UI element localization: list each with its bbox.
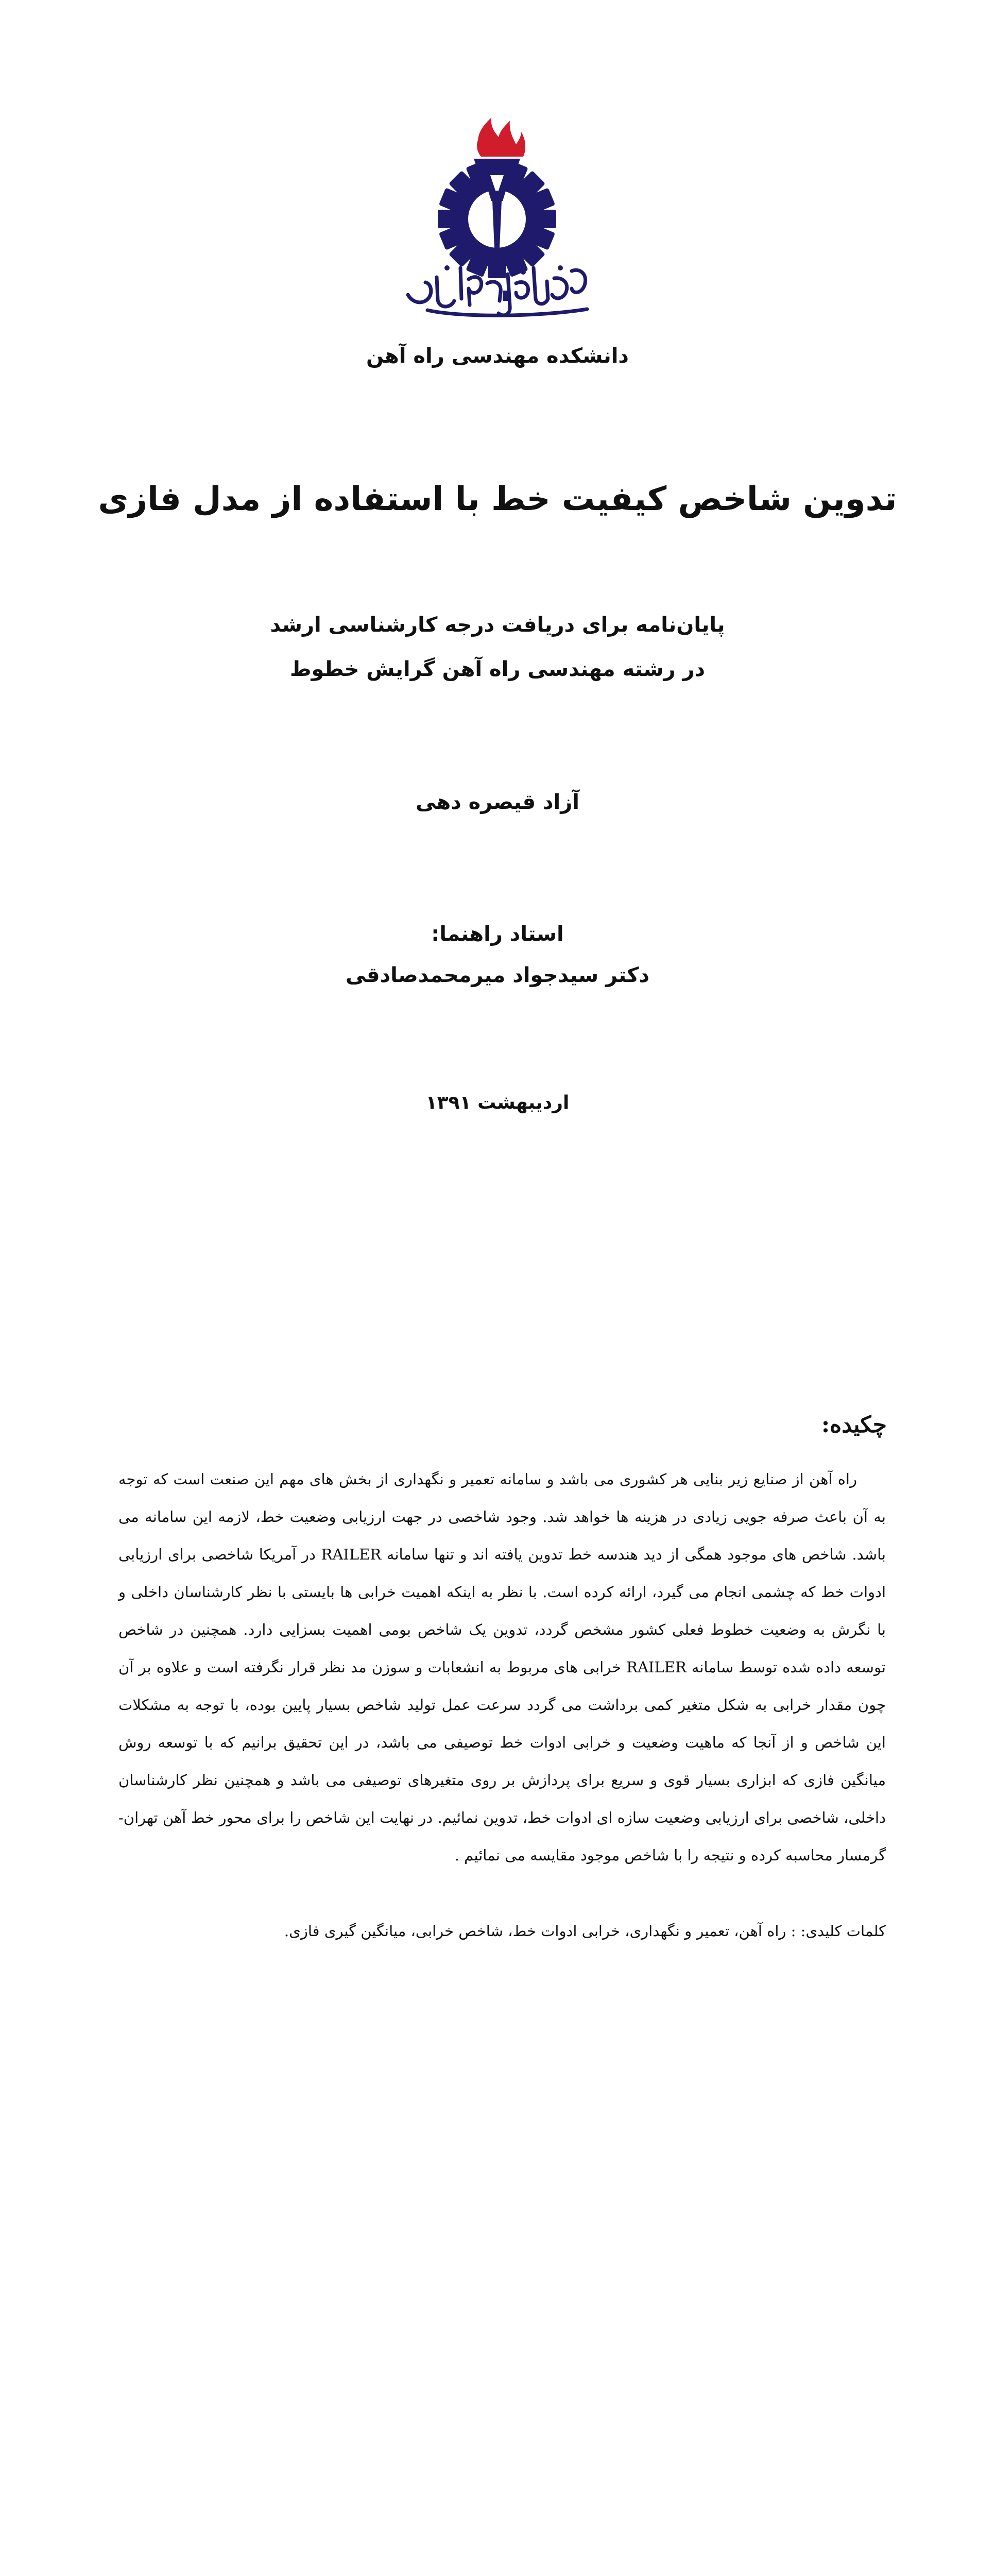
torch-flame-icon — [477, 117, 525, 157]
advisor-label: استاد راهنما: — [431, 922, 564, 946]
abstract-body: راه آهن از صنایع زیر بنایی هر کشوری می باشد و سامانه تعمیر و نگهداری از بخش های مهم این صنعت است که توجه به آن باعث صرفه جویی زیادی در هزینه ها خواهد شد. وجود شاخصی در جهت ارزیابی وضعیت خط، لازمه این سامانه می باشد. شاخص های موجود همگی از دید هندسه خط تدوین یافته اند و تنها سامانه RAILER در آمریکا شاخصی برای ارزیابی ادوات خط که چشمی انجام می گیرد، ارائه کرده است. با نظر به اینکه اهمیت خرابی ها بایستی با نظر کارشناسان داخلی و با نگرش به وضعیت خطوط فعلی کشور مشخص گردد، تدوین یک شاخص بومی اهمیت بسزایی دارد. همچنین در شاخص توسعه داده شده توسط سامانه RAILER خرابی های مربوط به انشعابات و سوزن مد نظر قرار نگرفته است و علاوه بر آن چون مقدار خرابی به شکل متغیر کمی برداشت می گردد سرعت عمل تولید شاخص بسیار پایین بوده، با توجه به مشکلات این شاخص و از آنجا که ماهیت وضعیت و خرابی ادوات خط توصیفی می باشد، در این تحقیق برانیم که با توسعه روش میانگین فازی که ابزاری بسیار قوی و سریع برای پردازش بر روی متغیرهای توصیفی می باشد و همچنین نظر کارشناسان داخلی، شاخصی برای ارزیابی وضعیت سازه ای ادوات خط، تدوین نمائیم. در نهایت این شاخص را برای محور خط آهن تهران-گرمسار محاسبه کرده و نتیجه را با شاخص موجود مقایسه می نمائیم . — [118, 1470, 886, 1864]
university-logo-icon — [381, 113, 613, 340]
keywords-line: کلمات کلیدی: : راه آهن، تعمیر و نگهداری، خرابی ادوات خط، شاخص خرابی، میانگین گیری فازی. — [284, 1922, 886, 1940]
thesis-date: اردیبهشت ۱۳۹۱ — [425, 1092, 570, 1113]
thesis-title: تدوین شاخص کیفیت خط با استفاده از مدل فازی — [98, 480, 897, 518]
faculty-name: دانشکده مهندسی راه آهن — [366, 344, 629, 368]
advisor-name: دکتر سیدجواد میرمحمدصادقی — [345, 963, 650, 987]
author-name: آزاد قیصره دهی — [416, 790, 579, 814]
degree-line-1: پایان‌نامه برای دریافت درجه کارشناسی ارشد — [270, 613, 725, 637]
degree-line-2: در رشته مهندسی راه آهن گرایش خطوط — [289, 657, 706, 681]
abstract-heading: چکیده: — [821, 1412, 887, 1438]
